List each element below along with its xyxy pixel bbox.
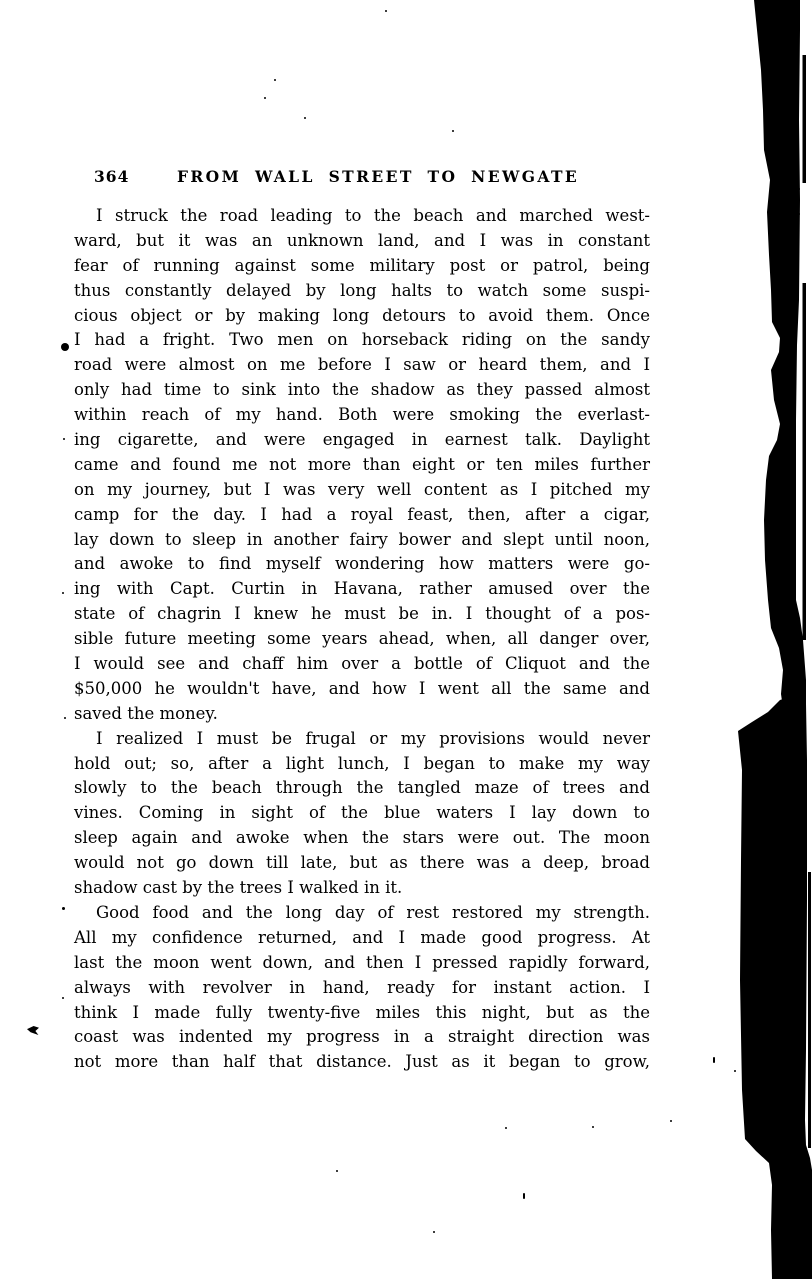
text-line: shadow cast by the trees I walked in it.	[74, 878, 403, 898]
text-line: hold out; so, after a light lunch, I began to make my way	[74, 753, 650, 773]
text-line: sible future meeting some years ahead, when, all danger over,	[74, 629, 650, 649]
text-line: sleep again and awoke when the stars were out. The moon	[74, 828, 650, 848]
text-line: All my confidence returned, and I made good progress. At	[74, 927, 650, 947]
text-line: I would see and chaff him over a bottle of Cliquot and the	[74, 654, 650, 674]
text-line: I realized I must be frugal or my provisions would never	[96, 728, 650, 748]
text-line: ing with Capt. Curtin in Havana, rather amused over the	[74, 579, 650, 599]
page-number: 364	[94, 167, 130, 186]
text-line: would not go down till late, but as there was a deep, broad	[74, 853, 650, 873]
text-line: vines. Coming in sight of the blue waters I lay down to	[74, 803, 650, 823]
text-line: coast was indented my progress in a straight direction was	[74, 1027, 650, 1047]
text-line: I had a fright. Two men on horseback riding on the sandy	[74, 330, 650, 350]
scan-speck	[274, 79, 276, 81]
text-line: cious object or by making long detours to avoid them. Once	[74, 305, 650, 325]
text-line: camp for the day. I had a royal feast, then, after a cigar,	[74, 504, 650, 524]
text-line: road were almost on me before I saw or heard them, and I	[74, 355, 650, 375]
text-line: ing cigarette, and were engaged in earnest talk. Daylight	[74, 430, 650, 450]
text-line: thus constantly delayed by long halts to watch some suspi-	[74, 280, 650, 300]
scan-speck	[64, 717, 66, 719]
text-line: only had time to sink into the shadow as they passed almost	[74, 380, 650, 400]
scan-speck	[62, 997, 64, 999]
text-line: fear of running against some military post or patrol, being	[74, 255, 650, 275]
scan-speck	[592, 1126, 594, 1128]
text-line: came and found me not more than eight or ten miles further	[74, 454, 650, 474]
text-line: state of chagrin I knew he must be in. I thought of a pos-	[74, 604, 650, 624]
scan-speck	[523, 1193, 525, 1199]
scan-speck	[63, 438, 65, 440]
text-line: ward, but it was an unknown land, and I was in constant	[74, 230, 650, 250]
running-title: FROM WALL STREET TO NEWGATE	[177, 167, 580, 186]
text-line: last the moon went down, and then I pressed rapidly forward,	[74, 952, 650, 972]
text-line: saved the money.	[74, 703, 218, 723]
scan-speck-arrow	[27, 1026, 39, 1035]
scan-speck	[670, 1120, 672, 1122]
scan-speck	[304, 117, 306, 119]
text-line: Good food and the long day of rest restored my strength.	[96, 902, 650, 922]
scan-speck	[336, 1170, 338, 1172]
scan-speck	[505, 1127, 507, 1129]
scan-gutter-artifact	[732, 0, 812, 1279]
scan-speck	[385, 10, 387, 12]
text-line: think I made fully twenty-five miles this night, but as the	[74, 1002, 650, 1022]
scan-speck	[62, 592, 64, 594]
text-line: on my journey, but I was very well content as I pitched my	[74, 479, 650, 499]
text-line: lay down to sleep in another fairy bower and slept until noon,	[74, 529, 650, 549]
text-line: within reach of my hand. Both were smoking the everlast-	[74, 405, 650, 425]
scan-speck	[713, 1057, 715, 1063]
body-text	[74, 204, 650, 1075]
text-line: $50,000 he wouldn't have, and how I went all the same and	[74, 678, 650, 698]
scan-speck	[452, 130, 454, 132]
scan-speck	[62, 907, 65, 910]
scan-speck	[433, 1231, 435, 1233]
scan-speck	[264, 97, 266, 99]
text-line: always with revolver in hand, ready for instant action. I	[74, 977, 650, 997]
margin-bullet-mark	[61, 343, 69, 351]
text-line: I struck the road leading to the beach and marched west-	[96, 206, 650, 225]
text-line: not more than half that distance. Just as it began to grow,	[74, 1052, 650, 1072]
text-line: slowly to the beach through the tangled maze of trees and	[74, 778, 650, 798]
text-line: and awoke to find myself wondering how matters were go-	[74, 554, 650, 574]
